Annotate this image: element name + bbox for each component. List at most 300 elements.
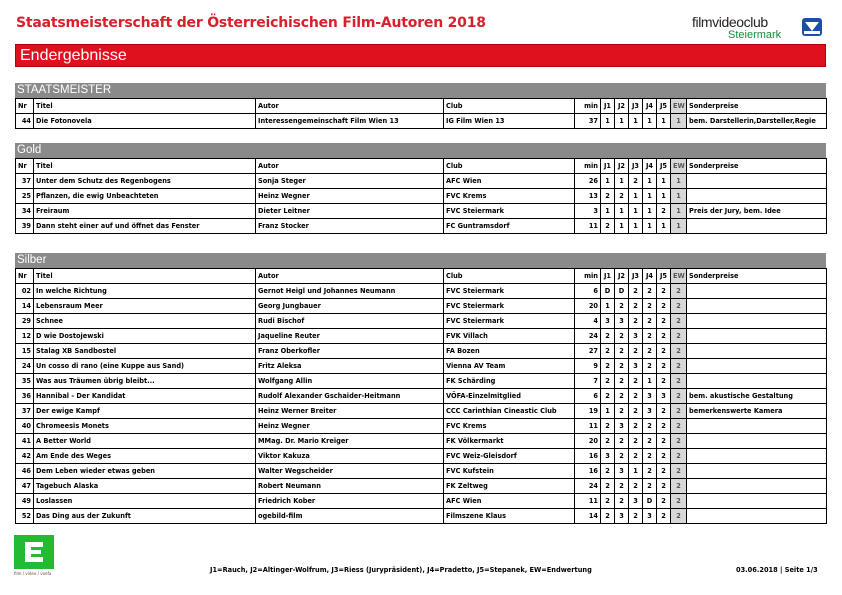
cell-jury-1: 1 [601,204,615,219]
cell-minutes: 26 [575,174,601,189]
cell-jury-5: 2 [657,449,671,464]
cell-minutes: 11 [575,494,601,509]
cell-jury-1: 3 [601,449,615,464]
cell-jury-3: 3 [629,494,643,509]
cell-special-prizes [687,509,827,524]
column-header-j4: J4 [643,159,657,174]
results-table [15,268,827,524]
table-row [16,299,827,314]
table-header-row [16,159,827,174]
table-row [16,344,827,359]
column-header-j2: J2 [615,99,629,114]
cell-nr: 37 [16,174,34,189]
column-header-titel: Titel [34,99,256,114]
column-header-ew: EW [671,269,687,284]
cell-jury-4: 3 [643,509,657,524]
cell-club: Vienna AV Team [444,359,575,374]
cell-jury-3: 2 [629,314,643,329]
table-row [16,114,827,129]
cell-title: Dann steht einer auf und öffnet das Fenster [34,219,256,234]
cell-jury-3: 2 [629,434,643,449]
cell-title: Chromeesis Monets [34,419,256,434]
cell-jury-1: D [601,284,615,299]
cell-jury-2: 1 [615,174,629,189]
footer-logo [14,535,54,569]
cell-jury-1: 3 [601,314,615,329]
cell-special-prizes: bemerkenswerte Kamera [687,404,827,419]
cell-nr: 47 [16,479,34,494]
cell-jury-2: 2 [615,189,629,204]
cell-special-prizes [687,314,827,329]
cell-jury-4: 3 [643,404,657,419]
page-title: Staatsmeisterschaft der Österreichischen Film-Autoren 2018 [16,15,486,31]
cell-special-prizes [687,284,827,299]
results-table [15,98,827,129]
cell-jury-2: 2 [615,449,629,464]
column-header-sonderpreise: Sonderpreise [687,269,827,284]
table-row [16,314,827,329]
cell-nr: 12 [16,329,34,344]
cell-nr: 25 [16,189,34,204]
cell-final-rating: 2 [671,404,687,419]
cell-jury-3: 2 [629,509,643,524]
cell-jury-2: 2 [615,344,629,359]
cell-jury-5: 2 [657,464,671,479]
cell-title: Dem Leben wieder etwas geben [34,464,256,479]
cell-title: D wie Dostojewski [34,329,256,344]
cell-club: FVC Steiermark [444,299,575,314]
cell-jury-4: 1 [643,374,657,389]
cell-title: Lebensraum Meer [34,299,256,314]
cell-jury-2: 2 [615,479,629,494]
cell-jury-1: 1 [601,299,615,314]
cell-title: Pflanzen, die ewig Unbeachteten [34,189,256,204]
cell-jury-5: 2 [657,299,671,314]
cell-author: Viktor Kakuza [256,449,444,464]
column-header-autor: Autor [256,269,444,284]
table-row [16,189,827,204]
cell-title: Die Fotonovela [34,114,256,129]
cell-title: Was aus Träumen übrig bleibt... [34,374,256,389]
cell-club: FK Zeltweg [444,479,575,494]
cell-club: FVC Steiermark [444,284,575,299]
column-header-club: Club [444,99,575,114]
cell-special-prizes: bem. Darstellerin,Darsteller,Regie [687,114,827,129]
cell-nr: 52 [16,509,34,524]
cell-title: Loslassen [34,494,256,509]
cell-title: Hannibal - Der Kandidat [34,389,256,404]
cell-special-prizes [687,464,827,479]
cell-minutes: 11 [575,219,601,234]
cell-nr: 24 [16,359,34,374]
cell-jury-1: 2 [601,464,615,479]
cell-nr: 02 [16,284,34,299]
cell-jury-1: 1 [601,114,615,129]
cell-jury-1: 2 [601,359,615,374]
cell-jury-2: D [615,284,629,299]
section-silber [15,253,826,524]
cell-jury-1: 2 [601,509,615,524]
table-row [16,204,827,219]
column-header-j5: J5 [657,159,671,174]
cell-minutes: 24 [575,329,601,344]
cell-jury-3: 1 [629,204,643,219]
column-header-j3: J3 [629,159,643,174]
cell-final-rating: 2 [671,509,687,524]
cell-jury-5: 2 [657,479,671,494]
cell-nr: 15 [16,344,34,359]
cell-final-rating: 1 [671,219,687,234]
cell-jury-3: 2 [629,449,643,464]
cell-jury-4: 2 [643,329,657,344]
column-header-j1: J1 [601,269,615,284]
cell-jury-4: 3 [643,389,657,404]
table-row [16,509,827,524]
logo-top-text: filmvideoclub [692,14,768,30]
cell-jury-4: 2 [643,419,657,434]
cell-club: FVC Krems [444,419,575,434]
cell-minutes: 13 [575,189,601,204]
cell-author: Jaqueline Reuter [256,329,444,344]
table-row [16,434,827,449]
cell-final-rating: 1 [671,189,687,204]
cell-final-rating: 2 [671,479,687,494]
cell-minutes: 16 [575,449,601,464]
cell-author: Sonja Steger [256,174,444,189]
cell-nr: 37 [16,404,34,419]
cell-jury-5: 1 [657,174,671,189]
cell-title: Schnee [34,314,256,329]
cell-jury-2: 2 [615,299,629,314]
cell-minutes: 4 [575,314,601,329]
table-row [16,284,827,299]
cell-special-prizes [687,329,827,344]
club-logo [692,14,826,42]
cell-nr: 14 [16,299,34,314]
cell-nr: 42 [16,449,34,464]
cell-jury-4: 1 [643,174,657,189]
cell-title: Tagebuch Alaska [34,479,256,494]
cell-final-rating: 2 [671,314,687,329]
cell-jury-2: 3 [615,314,629,329]
table-row [16,174,827,189]
cell-jury-2: 2 [615,329,629,344]
cell-title: Am Ende des Weges [34,449,256,464]
cell-author: Fritz Aleksa [256,359,444,374]
cell-jury-3: 2 [629,404,643,419]
cell-jury-5: 2 [657,419,671,434]
cell-jury-4: 2 [643,284,657,299]
table-header-row [16,99,827,114]
table-row [16,479,827,494]
cell-jury-4: 2 [643,359,657,374]
cell-jury-5: 2 [657,314,671,329]
cell-club: Filmszene Klaus [444,509,575,524]
cell-final-rating: 2 [671,464,687,479]
cell-jury-2: 3 [615,419,629,434]
cell-jury-5: 2 [657,434,671,449]
cell-author: Wolfgang Allin [256,374,444,389]
cell-special-prizes [687,449,827,464]
table-row [16,419,827,434]
column-header-club: Club [444,159,575,174]
cell-jury-4: 1 [643,219,657,234]
table-row [16,374,827,389]
cell-jury-3: 2 [629,284,643,299]
column-header-nr: Nr [16,99,34,114]
e-logo-icon [23,540,45,564]
cell-jury-3: 3 [629,329,643,344]
cell-special-prizes [687,479,827,494]
cell-jury-3: 1 [629,219,643,234]
cell-author: Rudi Bischof [256,314,444,329]
cell-jury-1: 1 [601,404,615,419]
section-staatsmeister [15,83,826,129]
footer-logo-text: film / video / voefa [14,571,52,576]
cell-jury-2: 2 [615,494,629,509]
cell-jury-1: 2 [601,494,615,509]
cell-jury-2: 2 [615,389,629,404]
cell-nr: 35 [16,374,34,389]
table-row [16,464,827,479]
table-header-row [16,269,827,284]
cell-club: FVC Weiz-Gleisdorf [444,449,575,464]
cell-nr: 39 [16,219,34,234]
cell-minutes: 24 [575,479,601,494]
cell-special-prizes: bem. akustische Gestaltung [687,389,827,404]
column-header-min: min [575,99,601,114]
cell-author: ogebild-film [256,509,444,524]
cell-jury-1: 2 [601,344,615,359]
table-row [16,219,827,234]
cell-minutes: 6 [575,389,601,404]
cell-jury-1: 2 [601,434,615,449]
cell-final-rating: 2 [671,419,687,434]
column-header-min: min [575,159,601,174]
cell-club: AFC Wien [444,174,575,189]
column-header-j4: J4 [643,269,657,284]
cell-jury-2: 3 [615,464,629,479]
table-row [16,329,827,344]
cell-title: Un cosso di rano (eine Kuppe aus Sand) [34,359,256,374]
cell-special-prizes [687,219,827,234]
cell-author: MMag. Dr. Mario Kreiger [256,434,444,449]
column-header-j1: J1 [601,99,615,114]
cell-final-rating: 2 [671,359,687,374]
cell-special-prizes [687,299,827,314]
cell-special-prizes [687,419,827,434]
cell-club: VÖFA-Einzelmitglied [444,389,575,404]
cell-jury-1: 2 [601,189,615,204]
cell-jury-3: 3 [629,359,643,374]
cell-jury-5: 1 [657,114,671,129]
cell-final-rating: 2 [671,344,687,359]
cell-jury-5: 2 [657,494,671,509]
column-header-sonderpreise: Sonderpreise [687,159,827,174]
cell-nr: 41 [16,434,34,449]
cell-final-rating: 2 [671,389,687,404]
cell-title: Freiraum [34,204,256,219]
cell-nr: 34 [16,204,34,219]
cell-minutes: 11 [575,419,601,434]
column-header-titel: Titel [34,159,256,174]
column-header-j1: J1 [601,159,615,174]
cell-jury-3: 2 [629,389,643,404]
cell-special-prizes [687,374,827,389]
cell-jury-3: 2 [629,299,643,314]
cell-author: Georg Jungbauer [256,299,444,314]
cell-jury-5: 1 [657,219,671,234]
cell-minutes: 19 [575,404,601,419]
column-header-j4: J4 [643,99,657,114]
cell-jury-2: 2 [615,359,629,374]
cell-minutes: 6 [575,284,601,299]
cell-minutes: 20 [575,434,601,449]
cell-author: Heinz Werner Breiter [256,404,444,419]
cell-jury-2: 2 [615,434,629,449]
cell-club: CCC Carinthian Cineastic Club [444,404,575,419]
logo-bottom-text: Steiermark [728,29,782,41]
cell-title: Unter dem Schutz des Regenbogens [34,174,256,189]
cell-club: FVC Kufstein [444,464,575,479]
cell-minutes: 3 [575,204,601,219]
cell-club: FC Guntramsdorf [444,219,575,234]
cell-jury-1: 2 [601,419,615,434]
column-header-j5: J5 [657,269,671,284]
cell-jury-5: 2 [657,204,671,219]
results-table [15,158,827,234]
cell-minutes: 16 [575,464,601,479]
cell-title: A Better World [34,434,256,449]
cell-jury-1: 2 [601,479,615,494]
page-date: 03.06.2018 | Seite 1/3 [736,566,818,574]
cell-jury-1: 1 [601,174,615,189]
jury-legend: J1=Rauch, J2=Altinger-Wolfrum, J3=Riess (Jurypräsident), J4=Pradetto, J5=Stepanek, EW=Endwertung [210,566,592,574]
cell-jury-4: 2 [643,464,657,479]
cell-jury-2: 2 [615,404,629,419]
cell-jury-2: 1 [615,219,629,234]
cell-jury-5: 2 [657,404,671,419]
cell-jury-1: 2 [601,219,615,234]
cell-club: FVC Steiermark [444,204,575,219]
cell-final-rating: 2 [671,374,687,389]
cell-nr: 44 [16,114,34,129]
table-row [16,359,827,374]
results-banner: Endergebnisse [15,44,826,67]
cell-special-prizes: Preis der Jury, bem. Idee [687,204,827,219]
cell-final-rating: 2 [671,434,687,449]
cell-jury-5: 2 [657,509,671,524]
cell-special-prizes [687,189,827,204]
cell-jury-2: 1 [615,114,629,129]
cell-minutes: 9 [575,359,601,374]
column-header-j3: J3 [629,269,643,284]
cell-jury-5: 2 [657,359,671,374]
cell-title: In welche Richtung [34,284,256,299]
cell-jury-2: 3 [615,509,629,524]
cell-nr: 36 [16,389,34,404]
cell-jury-3: 1 [629,114,643,129]
cell-club: FVC Steiermark [444,314,575,329]
cell-final-rating: 2 [671,329,687,344]
cell-jury-3: 2 [629,344,643,359]
cell-jury-1: 2 [601,329,615,344]
cell-author: Dieter Leitner [256,204,444,219]
cell-author: Heinz Wegner [256,419,444,434]
table-row [16,494,827,509]
cell-author: Robert Neumann [256,479,444,494]
column-header-autor: Autor [256,159,444,174]
cell-author: Gernot Heigl und Johannes Neumann [256,284,444,299]
column-header-ew: EW [671,99,687,114]
column-header-nr: Nr [16,269,34,284]
column-header-j3: J3 [629,99,643,114]
cell-final-rating: 2 [671,449,687,464]
column-header-j5: J5 [657,99,671,114]
cell-author: Friedrich Kober [256,494,444,509]
cell-club: FVC Krems [444,189,575,204]
cell-jury-4: D [643,494,657,509]
cell-final-rating: 1 [671,174,687,189]
cell-jury-5: 2 [657,344,671,359]
cell-final-rating: 2 [671,299,687,314]
cell-nr: 46 [16,464,34,479]
cell-jury-4: 2 [643,479,657,494]
cell-jury-4: 2 [643,299,657,314]
cell-jury-3: 2 [629,479,643,494]
cell-club: FK Völkermarkt [444,434,575,449]
section-heading: STAATSMEISTER [15,83,826,98]
cell-title: Das Ding aus der Zukunft [34,509,256,524]
cell-minutes: 27 [575,344,601,359]
column-header-sonderpreise: Sonderpreise [687,99,827,114]
cell-author: Rudolf Alexander Gschaider-Heitmann [256,389,444,404]
cell-jury-4: 2 [643,344,657,359]
cell-jury-2: 1 [615,204,629,219]
cell-club: FA Bozen [444,344,575,359]
cell-final-rating: 2 [671,494,687,509]
cell-jury-4: 2 [643,449,657,464]
cell-minutes: 14 [575,509,601,524]
cell-special-prizes [687,434,827,449]
cell-jury-4: 2 [643,314,657,329]
cell-nr: 49 [16,494,34,509]
cell-jury-3: 1 [629,189,643,204]
cell-special-prizes [687,359,827,374]
cell-nr: 40 [16,419,34,434]
cell-jury-5: 2 [657,374,671,389]
column-header-autor: Autor [256,99,444,114]
cell-club: FVK Villach [444,329,575,344]
cell-jury-4: 1 [643,189,657,204]
cell-nr: 29 [16,314,34,329]
column-header-min: min [575,269,601,284]
cell-final-rating: 1 [671,204,687,219]
cell-jury-5: 1 [657,189,671,204]
cell-author: Franz Oberkofler [256,344,444,359]
cell-author: Walter Wegscheider [256,464,444,479]
cell-jury-2: 2 [615,374,629,389]
badge-icon [801,16,823,38]
cell-final-rating: 1 [671,114,687,129]
cell-final-rating: 2 [671,284,687,299]
cell-jury-4: 1 [643,114,657,129]
cell-title: Der ewige Kampf [34,404,256,419]
cell-jury-1: 2 [601,374,615,389]
cell-title: Stalag XB Sandbostel [34,344,256,359]
table-row [16,404,827,419]
column-header-club: Club [444,269,575,284]
